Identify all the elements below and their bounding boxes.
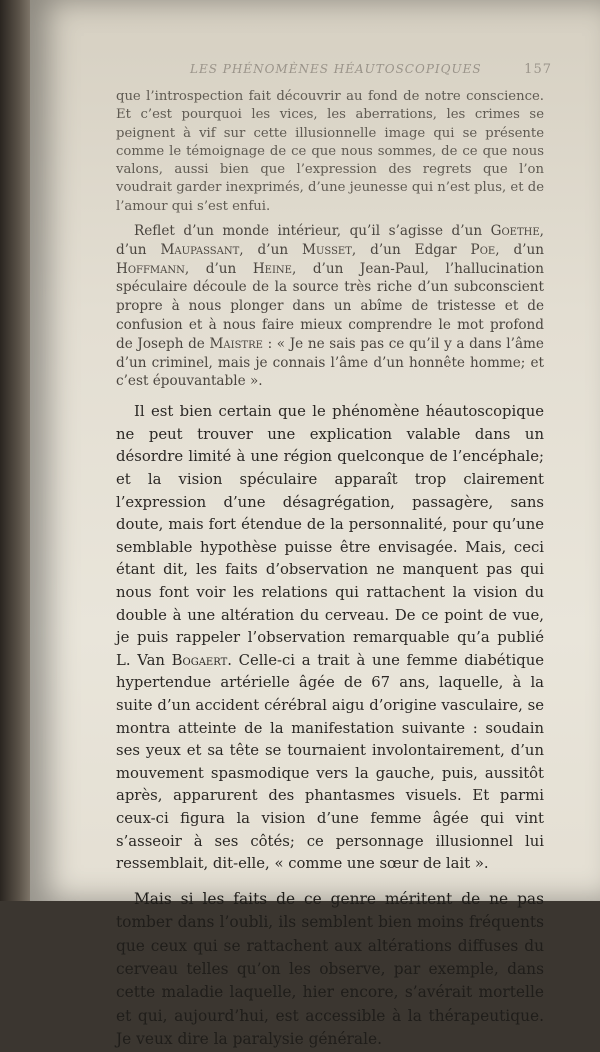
paragraph-1: que l’introspection fait découvrir au fond de notre conscience. Et c’est pourquoi les vices, les aberrations, les crimes se peignent à vif sur cette illusionnelle image qui se présente comme le témoignage de ce que nous sommes, de ce que nous valons, aussi bien que l’expression des regrets que l’on voudrait garder inexprimés, d’une jeunesse qui n’est plus, et de l’amour qui s’est enfui. <box>116 89 544 214</box>
paragraph-2 <box>116 222 544 391</box>
author-name: Heine <box>252 260 292 277</box>
author-name: Poe <box>470 241 496 258</box>
text-run: : « Je ne sais pas ce qu’il y a dans l’âme d’un criminel, mais je connais l’âme d’un honnête homme; et c’est épouvantable ». <box>116 335 544 390</box>
page-number: 157 <box>524 62 552 77</box>
text-run: . Celle-ci a trait à une femme diabétique hypertendue artérielle âgée de 67 ans, laquelle, à la suite d’un accident cérébral aigu d’origine vasculaire, se montra atteinte de la manifestation suivante : soudain ses yeux et sa tête se tournaient involontairement, d’un mouvement spasmodique vers la gauche, puis, aussitôt après, apparurent des phantasmes visuels. Et parmi ceux-ci figura la vision d’une femme âgée qui vint s’asseoir à ses côtés; ce personnage illusionnel lui ressemblait, dit-elle, « comme une sœur de lait ». <box>116 651 544 873</box>
author-name: Maupassant <box>160 241 240 258</box>
book-gutter <box>0 0 34 901</box>
author-name: Goethe <box>490 223 540 240</box>
text-run: Il est bien certain que le phénomène héautoscopique ne peut trouver une explication valable dans un désordre limité à une région quelconque de l’encéphale; et la vision spéculaire apparaît trop clairement l’expression d’une désagrégation, passagère, sans doute, mais fort étendue de la personnalité, pour qu’une semblable hypothèse puisse être envisagée. Mais, ceci étant dit, les faits d’observation ne manquent pas qui nous font voir les relations qui rattachent la vision du double à une altération du cerveau. De ce point de vue, je puis rappeler l’observation remarquable qu’a publié L. Van <box>116 403 544 669</box>
paragraph-4: Mais si les faits de ce genre méritent de ne pas tomber dans l’oubli, ils semblent bien moins fréquents que ceux qui se rattachent aux altérations diffuses du cerveau telles qu’on les observe, par exemple, dans cette maladie laquelle, hier encore, s’avérait mortelle et qui, aujourd’hui, est accessible à la thérapeutique. Je veux dire la paralysie générale. <box>116 889 544 1049</box>
running-header <box>190 62 600 82</box>
text-run: , d’un <box>495 241 545 258</box>
text-run: , d’un <box>239 241 303 258</box>
text-run: , d’un <box>116 223 544 258</box>
header-title: LES PHÉNOMÈNES HÉAUTOSCOPIQUES <box>190 62 482 76</box>
author-name: Bogaert <box>171 651 228 669</box>
author-name: Maistre <box>209 335 263 352</box>
text-run: Reflet d’un monde intérieur, qu’il s’agisse d’un <box>134 223 491 240</box>
paragraph-3 <box>116 401 544 875</box>
text-run: , d’un <box>184 260 253 277</box>
body-text <box>116 88 544 1052</box>
text-run: , d’un Jean-Paul, l’hallucination spéculaire découle de la source très riche d’un subconscient propre à nous plonger dans un abîme de tristesse et de confusion et à nous faire mieux comprendre le mot profond de Joseph de <box>116 260 544 352</box>
book-page <box>30 0 600 1049</box>
author-name: Musset <box>302 241 352 258</box>
text-run: , d’un Edgar <box>351 241 471 258</box>
author-name: Hoffmann <box>116 260 185 277</box>
